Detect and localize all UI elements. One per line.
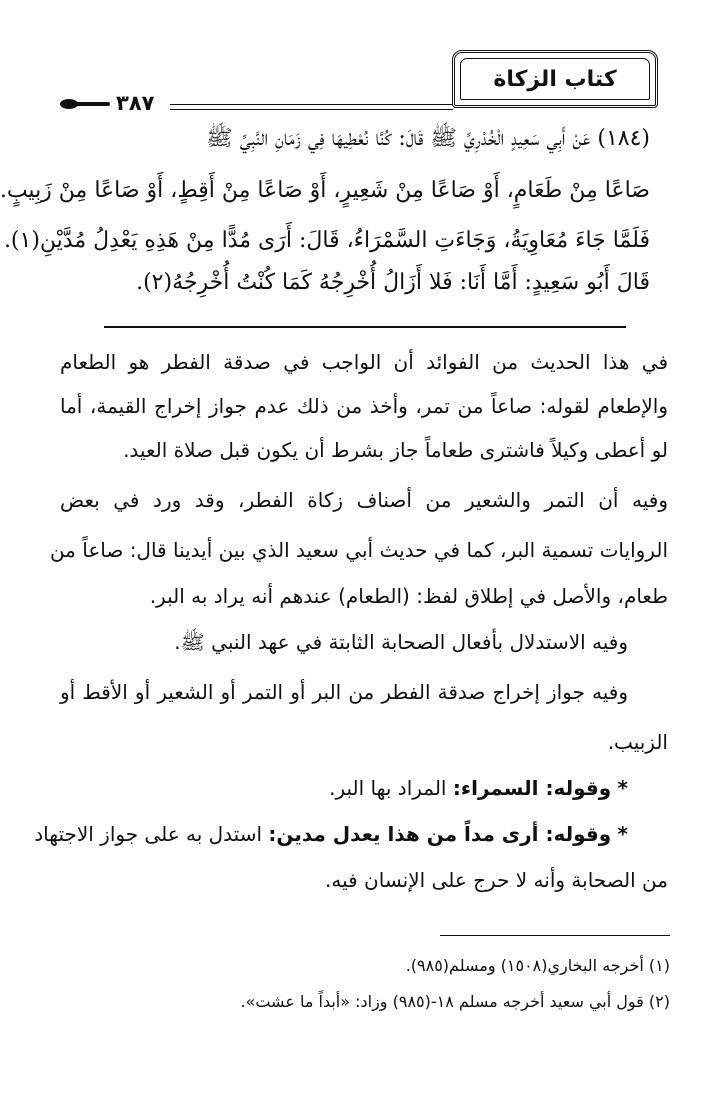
- section-divider: [104, 326, 626, 328]
- footnotes-block: [60, 956, 670, 1026]
- chapter-title: كتاب الزكاة: [493, 66, 617, 92]
- page-number: ٣٨٧: [116, 91, 155, 115]
- commentary-line: [60, 488, 668, 512]
- chapter-title-frame: [452, 50, 658, 108]
- note-label: وقوله: السمراء:: [452, 776, 612, 800]
- note-label: وقوله: أرى مداً من هذا يعدل مدين:: [268, 822, 612, 846]
- note-text: المراد بها البر.: [329, 776, 447, 800]
- commentary-line: في هذا الحديث من الفوائد أن الواجب في صدقة الفطر هو الطعام: [60, 350, 668, 374]
- note-line: [34, 822, 668, 846]
- hadith-line: صَاعًا مِنْ طَعَامٍ، أَوْ صَاعًا مِنْ شَعِيرٍ، أَوْ صَاعًا مِنْ أَقِطٍ، أَوْ صَاعًا مِنْ زَبِيبٍ.: [0, 178, 650, 203]
- commentary-block: [34, 350, 668, 910]
- commentary-line: الروايات تسمية البر، كما في حديث أبي سعيد الذي بين أيدينا قال: صاعاً من: [49, 538, 668, 562]
- commentary-line: الزبيب.: [607, 730, 668, 754]
- bullet-star-icon: *: [617, 822, 628, 846]
- footnote: (١) أخرجه البخاري(١٥٠٨) ومسلم(٩٨٥).: [405, 956, 670, 975]
- hadith-line: فَلَمَّا جَاءَ مُعَاوِيَةُ، وَجَاءَتِ السَّمْرَاءُ، قَالَ: أَرَى مُدًّا مِنْ هَذِهِ يَعْدِلُ مُدَّيْنِ(١).: [3, 228, 650, 253]
- hadith-line: (١٨٤) عَنْ أَبِي سَعِيدٍ الْخُدْرِيِّ ﷺ قَالَ: كُنَّا نُعْطِيهَا فِي زَمَانِ النَّبِيِّ ﷺ: [206, 126, 650, 151]
- commentary-text: وفيه أن التمر والشعير من أصناف زكاة الفطر، وقد ورد في بعض: [60, 488, 668, 512]
- bullet-star-icon: *: [617, 776, 628, 800]
- commentary-line: وفيه جواز إخراج صدقة الفطر من البر أو التمر أو الشعير أو الأقط أو: [60, 680, 628, 704]
- commentary-line: لو أعطى وكيلاً فاشترى طعاماً جاز بشرط أن يكون قبل صلاة العيد.: [123, 438, 668, 462]
- note-line: من الصحابة وأنه لا حرج على الإنسان فيه.: [325, 868, 668, 892]
- commentary-line: طعام، والأصل في إطلاق لفظ: (الطعام) عندهم أنه يراد به البر.: [149, 584, 668, 608]
- note-line: [60, 776, 668, 800]
- note-text: استدل به على جواز الاجتهاد: [34, 822, 263, 846]
- hadith-line: قَالَ أَبُو سَعِيدٍ: أَمَّا أَنَا: فَلا أَزَالُ أُخْرِجُهُ كَمَا كُنْتُ أُخْرِجُهُ(٢).: [136, 270, 650, 295]
- footnote-separator: [440, 935, 670, 936]
- commentary-line: والإطعام لقوله: صاعاً من تمر، وأخذ من ذلك عدم جواز إخراج القيمة، أما: [60, 394, 668, 418]
- hadith-block: [0, 124, 650, 314]
- footnote: (٢) قول أبي سعيد أخرجه مسلم ١٨-(٩٨٥) وزاد: «أبداً ما عشت».: [240, 992, 670, 1011]
- header-rule-top: [170, 104, 453, 105]
- header-rule-bottom: [170, 109, 453, 110]
- commentary-line: وفيه الاستدلال بأفعال الصحابة الثابتة في عهد النبي ﷺ.: [174, 630, 628, 654]
- page-ornament-icon: [60, 99, 110, 109]
